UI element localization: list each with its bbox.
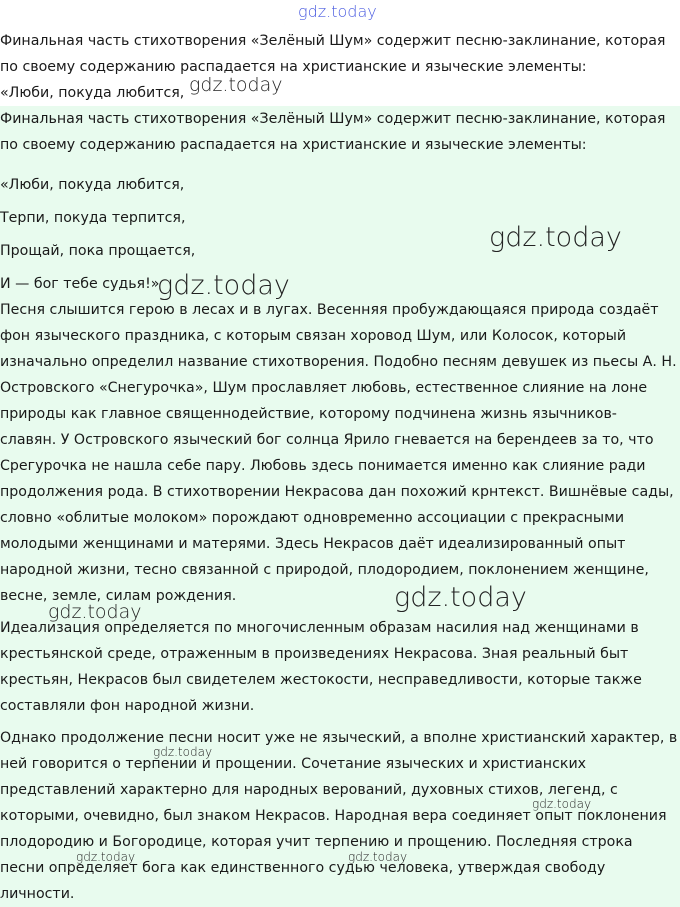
question-line: «Люби, покуда любится, [0, 85, 185, 101]
paragraph-line: молодыми женщинами и матерями. Здесь Некрасов даёт идеализированный опыт [0, 536, 626, 552]
paragraph-line: Островского «Снегурочка», Шум прославляет любовь, естественное слияние на лоне [0, 380, 648, 396]
watermark: gdz.today [348, 850, 408, 864]
paragraph-line: плодородию и Богородице, которая учит терпению и прощению. Последняя строка [0, 834, 633, 850]
paragraph-line: Срегурочка не нашла себе пару. Любовь здесь понимается именно как слияние ради [0, 458, 646, 474]
paragraph-line: крестьянской среде, отраженным в произведениях Некрасова. Зная реальный быт [0, 646, 629, 662]
verse-line: И — бог тебе судья!» [0, 276, 160, 292]
paragraph-line: Песня слышится герою в лесах и в лугах. Весенняя пробуждающаяся природа создаёт [0, 302, 659, 318]
watermark: gdz.today [189, 74, 283, 96]
paragraph-line: весне, земле, силам рождения. [0, 588, 237, 604]
paragraph-line: народной жизни, тесно связанной с природой, плодородием, поклонением женщине, [0, 562, 649, 578]
paragraph [0, 297, 680, 609]
watermark: gdz.today [153, 745, 213, 759]
watermark: gdz.today [532, 797, 592, 811]
watermark: gdz.today [157, 270, 290, 301]
answer-line: Финальная часть стихотворения «Зелёный Шум» содержит песню-заклинание, которая [0, 111, 666, 127]
paragraph-line: Идеализация определяется по многочисленным образам насилия над женщинами в [0, 620, 639, 636]
paragraph [0, 725, 680, 907]
watermark: gdz.today [76, 850, 136, 864]
paragraph-line: славян. У Островского языческий бог солнца Ярило гневается на берендеев за то, что [0, 432, 654, 448]
paragraph-line: крестьян, Некрасов был свидетелем жестокости, несправедливости, которые также [0, 672, 642, 688]
paragraph-line: которыми, очевидно, был знаком Некрасов. Народная вера соединяет опыт поклонения [0, 808, 667, 824]
question-line: Финальная часть стихотворения «Зелёный Шум» содержит песню-заклинание, которая [0, 33, 666, 49]
watermark: gdz.today [489, 222, 622, 253]
paragraph-line: составляли фон народной жизни. [0, 698, 255, 714]
paragraph-line: Однако продолжение песни носит уже не языческий, а вполне христианский характер, в [0, 730, 678, 746]
paragraph-line: изначально определил название стихотворения. Подобно песням девушек из пьесы А. Н. [0, 354, 677, 370]
paragraph [0, 615, 680, 719]
paragraph-line: ней говорится о терпении и прощении. Сочетание языческих и христианских [0, 756, 587, 772]
paragraph-line: песни определяет бога как единственного судью человека, утверждая свободу [0, 860, 606, 876]
watermark: gdz.today [48, 601, 142, 623]
paragraph-line: природы как главное священнодействие, которому подчинена жизнь язычников- [0, 406, 617, 422]
paragraph-line: словно «облитые молоком» порождают одновременно ассоциации с прекрасными [0, 510, 625, 526]
paragraph-line: фон языческого праздника, с которым связан хоровод Шум, или Колосок, который [0, 328, 627, 344]
question-text [0, 28, 680, 106]
paragraph-line: продолжения рода. В стихотворении Некрасова дан похожий крнтекст. Вишнёвые сады, [0, 484, 674, 500]
answer-line: по своему содержанию распадается на христианские и языческие элементы: [0, 137, 587, 153]
paragraph-line: представлений характерно для народных верований, духовных стихов, легенд, с [0, 782, 618, 798]
verse-line: Терпи, покуда терпится, [0, 210, 186, 226]
watermark: gdz.today [394, 582, 527, 613]
verse-line: Прощай, пока прощается, [0, 243, 196, 259]
verse-line: «Люби, покуда любится, [0, 177, 185, 193]
watermark-top: gdz.today [298, 2, 377, 21]
paragraph-line: личности. [0, 886, 75, 902]
question-line: по своему содержанию распадается на христианские и языческие элементы: [0, 59, 587, 75]
